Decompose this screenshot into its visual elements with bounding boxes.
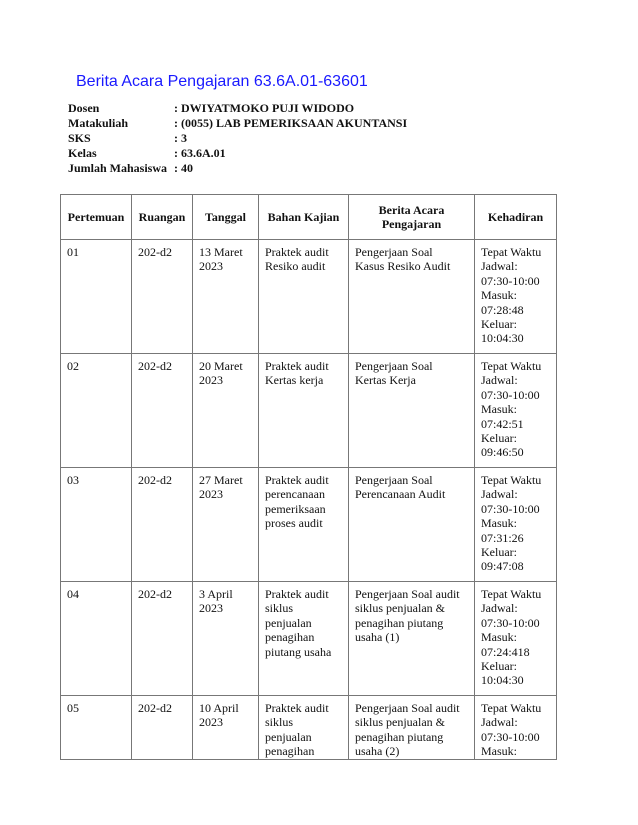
cell-kehadiran: Tepat Waktu Jadwal: 07:30-10:00 Masuk: 07:24:418 Keluar: 10:04:30 bbox=[475, 582, 557, 696]
table-header-row bbox=[61, 195, 557, 240]
cell-ruangan: 202-d2 bbox=[132, 240, 193, 354]
cell-pertemuan: 02 bbox=[61, 354, 132, 468]
info-row-sks bbox=[68, 131, 407, 146]
cell-tanggal: 10 April 2023 bbox=[193, 696, 259, 760]
info-value: : 3 bbox=[174, 131, 187, 145]
cell-ruangan: 202-d2 bbox=[132, 696, 193, 760]
cell-tanggal: 13 Maret 2023 bbox=[193, 240, 259, 354]
cell-bahan-kajian: Praktek audit Kertas kerja bbox=[259, 354, 349, 468]
cell-tanggal: 27 Maret 2023 bbox=[193, 468, 259, 582]
info-row-kelas bbox=[68, 146, 407, 161]
cell-pertemuan: 05 bbox=[61, 696, 132, 760]
cell-bahan-kajian: Praktek audit Resiko audit bbox=[259, 240, 349, 354]
info-value: : (0055) LAB PEMERIKSAAN AKUNTANSI bbox=[174, 116, 408, 130]
info-value: : 40 bbox=[174, 161, 193, 175]
cell-kehadiran: Tepat Waktu Jadwal: 07:30-10:00 Masuk: 07:42:51 Keluar: 09:46:50 bbox=[475, 354, 557, 468]
column-header-berita-acara: Berita Acara Pengajaran bbox=[349, 195, 475, 240]
table-row bbox=[61, 240, 557, 354]
table-row bbox=[61, 468, 557, 582]
table-row bbox=[61, 582, 557, 696]
table-row bbox=[61, 696, 557, 760]
cell-pertemuan: 04 bbox=[61, 582, 132, 696]
column-header-pertemuan: Pertemuan bbox=[61, 195, 132, 240]
course-info bbox=[68, 101, 407, 176]
cell-pertemuan: 01 bbox=[61, 240, 132, 354]
cell-ruangan: 202-d2 bbox=[132, 582, 193, 696]
info-row-dosen bbox=[68, 101, 407, 116]
info-row-jumlah-mahasiswa bbox=[68, 161, 407, 176]
cell-berita-acara: Pengerjaan Soal Kertas Kerja bbox=[349, 354, 475, 468]
info-value: : 63.6A.01 bbox=[174, 146, 226, 160]
info-value: : DWIYATMOKO PUJI WIDODO bbox=[174, 101, 355, 115]
column-header-bahan-kajian: Bahan Kajian bbox=[259, 195, 349, 240]
cell-berita-acara: Pengerjaan Soal Perencanaan Audit bbox=[349, 468, 475, 582]
info-row-matakuliah bbox=[68, 116, 407, 131]
cell-kehadiran: Tepat Waktu Jadwal: 07:30-10:00 Masuk: bbox=[475, 696, 557, 760]
cell-kehadiran: Tepat Waktu Jadwal: 07:30-10:00 Masuk: 07:28:48 Keluar: 10:04:30 bbox=[475, 240, 557, 354]
cell-tanggal: 3 April 2023 bbox=[193, 582, 259, 696]
cell-ruangan: 202-d2 bbox=[132, 354, 193, 468]
cell-kehadiran: Tepat Waktu Jadwal: 07:30-10:00 Masuk: 07:31:26 Keluar: 09:47:08 bbox=[475, 468, 557, 582]
cell-berita-acara: Pengerjaan Soal audit siklus penjualan & penagihan piutang usaha (1) bbox=[349, 582, 475, 696]
cell-bahan-kajian: Praktek audit perencanaan pemeriksaan proses audit bbox=[259, 468, 349, 582]
cell-pertemuan: 03 bbox=[61, 468, 132, 582]
attendance-table bbox=[60, 194, 557, 760]
column-header-tanggal: Tanggal bbox=[193, 195, 259, 240]
table-row bbox=[61, 354, 557, 468]
cell-berita-acara: Pengerjaan Soal audit siklus penjualan & penagihan piutang usaha (2) bbox=[349, 696, 475, 760]
cell-bahan-kajian: Praktek audit siklus penjualan penagihan piutang usaha bbox=[259, 582, 349, 696]
info-label: SKS bbox=[68, 131, 91, 145]
info-label: Jumlah Mahasiswa bbox=[68, 161, 168, 175]
cell-bahan-kajian: Praktek audit siklus penjualan penagihan bbox=[259, 696, 349, 760]
cell-ruangan: 202-d2 bbox=[132, 468, 193, 582]
cell-tanggal: 20 Maret 2023 bbox=[193, 354, 259, 468]
cell-berita-acara: Pengerjaan Soal Kasus Resiko Audit bbox=[349, 240, 475, 354]
column-header-kehadiran: Kehadiran bbox=[475, 195, 557, 240]
column-header-ruangan: Ruangan bbox=[132, 195, 193, 240]
page-title: Berita Acara Pengajaran 63.6A.01-63601 bbox=[76, 73, 368, 90]
info-label: Kelas bbox=[68, 146, 97, 160]
info-label: Dosen bbox=[68, 101, 100, 115]
info-label: Matakuliah bbox=[68, 116, 129, 130]
